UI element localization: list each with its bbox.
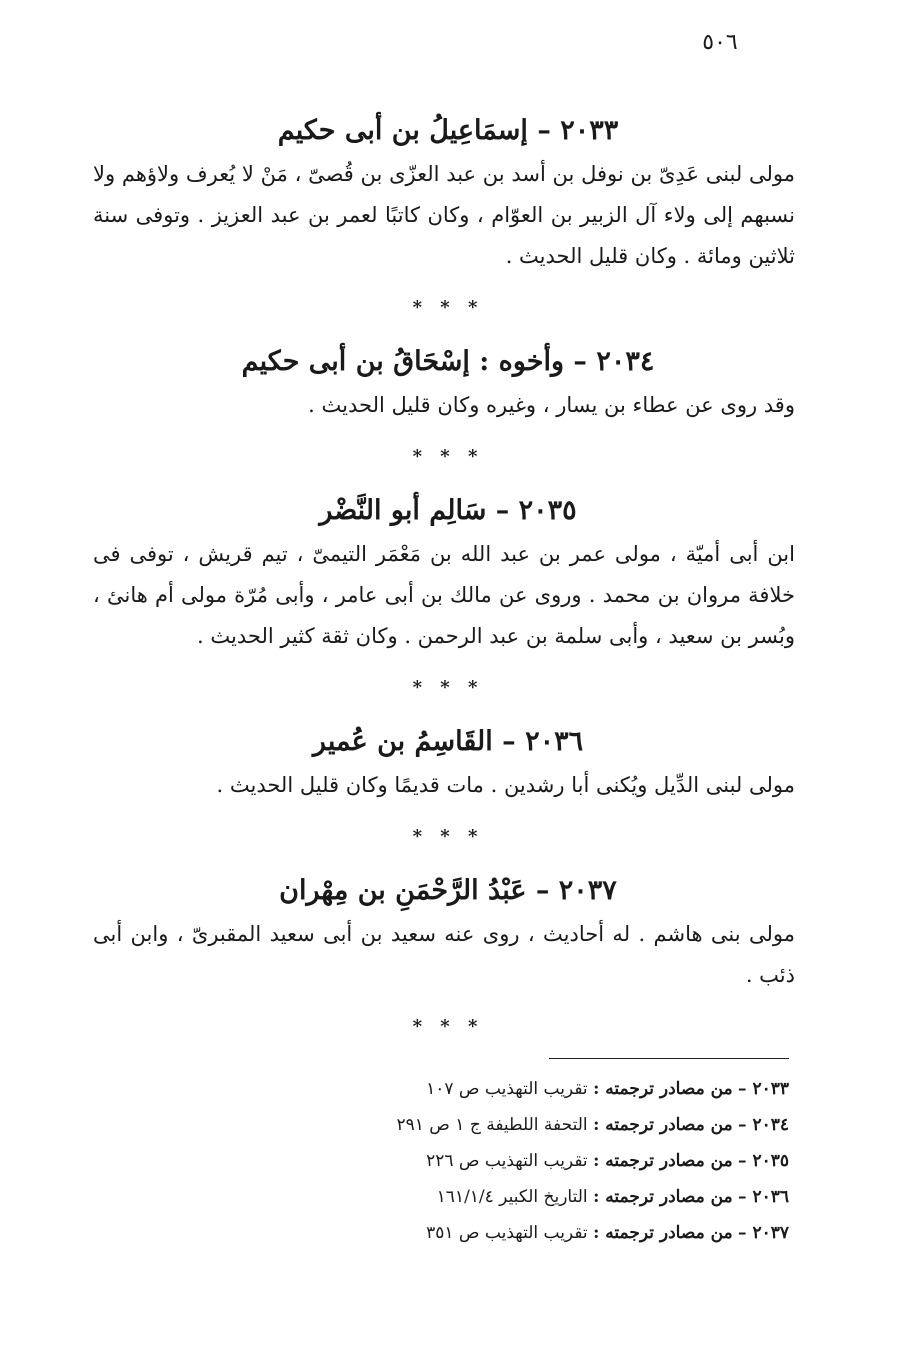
entry-title: ٢٠٣٥ – سَالِم أبو النَّضْر [319,495,577,526]
footnote-source: التاريخ الكبير ١٦١/١/٤ [436,1187,588,1207]
footnote-source: تقريب التهذيب ص ٣٥١ [426,1223,588,1243]
entry-2035 [93,488,803,657]
section-separator: * * * [412,826,484,847]
entry-title: ٢٠٣٣ – إسمَاعِيلُ بن أبى حكيم [277,115,619,146]
entry-2036 [93,719,803,806]
section-separator: * * * [412,1016,484,1037]
footnote-source: تقريب التهذيب ص ٢٢٦ [426,1151,588,1171]
footnote-source: التحفة اللطيفة ج ١ ص ٢٩١ [396,1115,588,1135]
entry-2033 [93,108,803,277]
entry-title: ٢٠٣٧ – عَبْدُ الرَّحْمَنِ بن مِهْران [279,875,617,906]
footnote-rule [549,1058,789,1059]
footnotes [309,1058,789,1251]
entry-body: وقد روى عن عطاء بن يسار ، وغيره وكان قليل الحديث . [308,393,795,417]
footnote-label: من مصادر ترجمته : [593,1151,733,1171]
footnote-2033 [309,1071,789,1107]
section-separator: * * * [412,297,484,318]
entry-2034 [93,339,803,426]
footnote-number: ٢٠٣٤ – [738,1115,789,1135]
entry-body: مولى بنى هاشم . له أحاديث ، روى عنه سعيد بن أبى سعيد المقبرىّ ، وابن أبى ذئب . [93,922,795,987]
entry-title: ٢٠٣٦ – القَاسِمُ بن عُمير [312,726,584,757]
section-separator: * * * [412,446,484,467]
page-number: ٥٠٦ [702,30,738,55]
footnote-number: ٢٠٣٣ – [738,1079,789,1099]
footnote-number: ٢٠٣٦ – [738,1187,789,1207]
section-separator: * * * [412,677,484,698]
footnote-2036 [309,1179,789,1215]
footnote-label: من مصادر ترجمته : [593,1079,733,1099]
entry-title: ٢٠٣٤ – وأخوه : إسْحَاقُ بن أبى حكيم [241,346,655,377]
entry-2037 [93,868,803,996]
entry-body: مولى لبنى عَدِىّ بن نوفل بن أسد بن عبد العزّى بن قُصىّ ، مَنْ لا يُعرف ولاؤهم ولا نسبهم إلى ولاء آل الزبير بن العوّام ، وكان كاتبًا لعمر بن عبد العزيز . وتوفى سنة ثلاثين ومائة . وكان قليل الحديث . [93,162,795,268]
footnote-label: من مصادر ترجمته : [593,1223,733,1243]
footnote-label: من مصادر ترجمته : [593,1115,733,1135]
footnote-2034 [309,1107,789,1143]
footnote-2035 [309,1143,789,1179]
footnote-2037 [309,1215,789,1251]
footnote-label: من مصادر ترجمته : [593,1187,733,1207]
footnote-source: تقريب التهذيب ص ١٠٧ [426,1079,588,1099]
entries-list [93,108,803,1058]
footnote-number: ٢٠٣٧ – [738,1223,789,1243]
entry-body: مولى لبنى الدِّيل ويُكنى أبا رشدين . مات قديمًا وكان قليل الحديث . [216,773,795,797]
entry-body: ابن أبى أميّة ، مولى عمر بن عبد الله بن مَعْمَر التيمىّ ، تيم قريش ، توفى فى خلافة مروان بن محمد . وروى عن مالك بن أبى عامر ، وأبى مُرّة مولى أم هانئ ، وبُسر بن سعيد ، وأبى سلمة بن عبد الرحمن . وكان ثقة كثير الحديث . [93,542,795,648]
footnote-number: ٢٠٣٥ – [738,1151,789,1171]
